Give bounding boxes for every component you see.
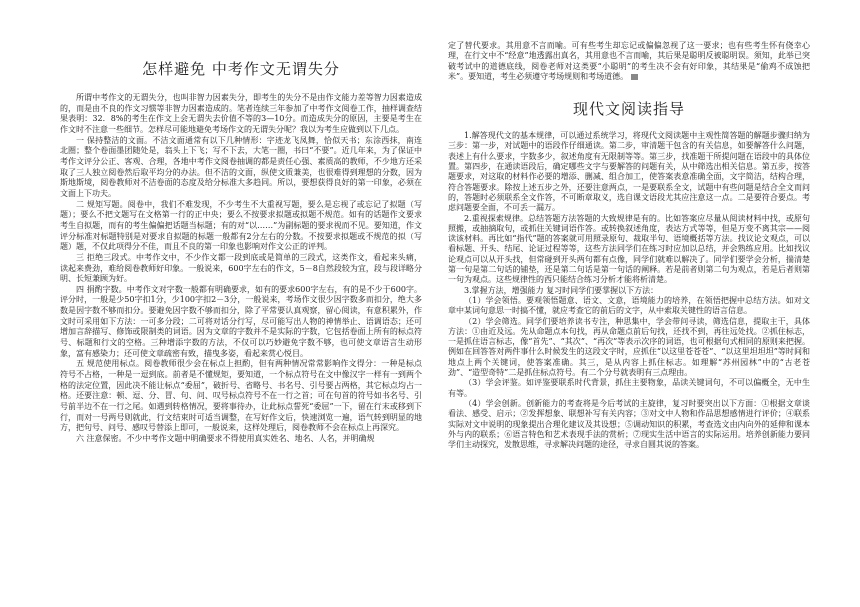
left-column xyxy=(60,0,422,445)
section-title: 现代文阅读指导 xyxy=(572,100,685,119)
paragraph: 五 规范使用标点。阅卷教师很少会在标点上担酌，但有两种情况常常影响作文得分：一种是标点符号不占格，一种是一逗到底。前者是不懂规矩，要知道，一个标点符号在文中像汉字一样有一到两个格的法定位置，因此决不能让标点“委屈”，破折号、省略号、书名号、引号要占两格，其它标点均占一格。还要注意：顿、逗、分、冒、句、问、叹号标点符号不在一行之首；可在句首的符号如书名号、引号前半边不在一行之尾。如遇到转格情况，要将事待办，让此标点誓死“委屈”一下，留在行末或移到下行，而对一号两号则就此，行文结束时可适当调整，在写好作文后，快速浏览一遍，语气转到明显的地方，把句号、问号、感叹号替添上即可，一般说来，这样处理后，阅卷教师不会在标点上再深究。 xyxy=(60,359,422,433)
article-title: 怎样避免 中考作文无谓失分 xyxy=(142,60,340,78)
paragraph: （2）学会筛选。同学们要培养读书专注，种思集中，学会带问寻读，筛选信息，提取主干，具体方法：①由近及远。先从命题点本句找，再从命题点前后句找，还找不到，再往远处找。②抓住标志，一是抓住语言标志，像“首先”、“其次”、“再次”等表示次序的词语，也可根据句式相同的原则来把握。例如在回答答对两件事什么时候发生的这段文字时，应抓住“以这里苍苍苍”、“以这里坦坦坦”等时间和地点上两个关键词，使答案准确。其三，是从内容上抓住标志。如理解“苏州园林”中的“古老苍劲”、“造型奇特”二是抓住标点符号。有二个分号就表明有三点理由。 xyxy=(448,316,810,378)
paragraph: 三 拒绝三段式。中考作文中，不少作文都一段到底或是简单的三段式，这类作文，看起来头痛，读起来费劲，难给阅卷教师好印象。一般说来，600字左右的作文，5－8自然段较为宜，段与段详略分明、长短兼顾为好。 xyxy=(60,252,422,284)
paragraph: （4）学会创新。创新能力的考查将是今后考试的主旋律，复习时要突出以下方面：①根据文章谈看法、感受、启示；②发挥想象、联想补写有关内容；③对文中人物和作品思想感情进行评价；④联系实际对文中说明的现象提出合理化建议及其设想；⑤调动知识的积累，考查选文由内向外的延伸和课本外与内的联系；⑥语言特色和艺术表现手法的赏析；⑦现实生活中语言的实际运用。培养创新能力要同学们主动探究，发散思维，寻求解决问题的途径，寻求自圆其说的答案。 xyxy=(448,398,810,450)
paragraph: 2.重视探索规律。总结答题方法答题的大致规律是有的。比如答案应尽量从阅读材料中找，或原句照搬，或抽摘取句，或抓住关键词语作答。或转换叙述角度，表达方式等等，但是万变不离其宗——阅读该材料。再比如“指代”题的答案就可用照录原句、裁取半句、语境概括等方法。找议论文观点，可以看标题、开头、结尾、论证过程等等，这些方法同学们在练习时应加以总结，并会熟练应用。比如找议论观点可以从开头找，但常碰到开头两句都有点像，同学们就难以解决了。同学们要学会分析，揣清楚第一句是第二句话的铺垫，还是第二句话是第一句话的阐释。若是前者则第二句为观点，若是后者则第一句为观点。这些规律性的西只能结合练习分析才能将析清楚。 xyxy=(448,213,810,285)
right-column xyxy=(448,0,810,450)
paragraph: （3）学会评鉴。如评鉴要联系时代背景，抓住主要物象，品读关键词句，不可以偏概全，无中生有等。 xyxy=(448,378,810,398)
paragraph: 一 保持整洁的文面。不洁文面通常有以下几种情形：字迹龙飞凤舞，恰似天书；东涂西抹，南连北圈；整个卷面墨团随处是，翁头上下飞；写不下去，大笔一圈，书曰“不要”。近几年来，为了保证中考作文评分公正、客观、合理，各地中考作文阅卷抽调的都是责任心强、素质高的教师，不少地方还采取了三人独立阅卷然后取平均分的办法。但不洁的文面，纵使文质兼美，也很难得到理想的分数，因为斯地斯境，阅卷教师对不洁卷面的态度及给分标准大多趋同。所以，要想获得良好的第一印象，必须在文面上下功夫。 xyxy=(60,135,422,198)
continuation-paragraph xyxy=(448,41,810,82)
paragraph: 六 注意保密。不少中考作文题中明确要求不得使用真实姓名、地名、人名，并明确规 xyxy=(76,434,375,443)
paragraph: 二 规矩写题。阅卷中，我们不难发现，不少考生不大重视写题，要么是忘视了或忘记了拟题（写题）；要么不把文题写在文格第一行的正中央；要么不按要求拟题或拟题不规范。如有的话题作文要求考生自拟题，而有的考生偏偏把话题当标题；有的对“以……”为副标题的要求视而不见。要知道，作文评分标准对标题特别是对要求自拟题的标题一般都有2分左右的分数。不按要求拟题或不规范的拟（写题）题，不仅此项得分不佳，而且不良的第一印象也影响对作文公正的评判。 xyxy=(60,199,422,252)
paragraph: 四 捐酌字数。中考作文对字数一般都有明确要求，如有的要求600字左右，有的是不少于600字。评分时，一般是少50字扣1分，少100字扣2－3分，一般说来，考场作文很少因字数多而扣分，绝大多数是因字数不够而扣分。要避免因字数不够而扣分，除了平常要认真观察，留心阅读，有意积累外，作文时可采用如下方法：一可多分段；二可将对话分行写，尽可能写出人物的神情举止、语调语态；还可增加言辞描写、修饰或限制类的词语。因为文章的字数并不是实际的字数，它包括卷面上所有的标点符号、标题和行文的空格。三种增添字数的方法，不仅可以巧妙避免字数不够，也可使文章语言生动形象，富有感染力；还可使文章疏密有致，描曳多姿，看起来赏心悦目。 xyxy=(60,284,422,358)
end-mark-icon xyxy=(631,74,638,80)
paragraph: 1.解答现代文的基本规律，可以通过系统学习，将现代文阅读题中主观性简答题的解题步骤归纳为三步：第一步，对试题中的语段作仔细通读。第二步，审清题干包含的有关信息，如要解答什么问题，表述上有什么要求，字数多少，叙述角度有无限制等等。第三步，找准题干所提问题在语段中的具体位置。第四步，在通读语段后，确定哪些文字与要解答的问题有关，从中筛选出相关信息。第五步，按答题要求，对这取的材料作必要的增添、删减、组合加工，使答案表意准确全面，文字简洁，结构合理，符合答题要求。除按上述五步之外，还要注意两点，一是要联系全文，试题中有些问题是结合全文而问的，答题时必须联系全文作答，不可断章取义，选自课文语段尤其应注意这一点。二是要符合要点。考虑问题要全面，不可丢一漏万。 xyxy=(448,131,810,213)
paragraph: 所谓中考作文的无谓失分，也叫非智力因素失分，即考生的失分不是由作文能力差等智力因素造成的，而是由不良的作文习惯等非智力因素造成的。笔者连续三年参加了中考作文阅卷工作，抽样调查结果表明：32．8%的考生在作文上会无谓失去价值不等的3—10分。而造成失分的原因，主要是考生在作文时不注意一些细节。怎样尽可能地避免考场作文的无谓失分呢？我以为考生应做到以下几点。 xyxy=(60,93,422,134)
paragraph: （1）学会领悟。要观领悟题意、语文、文意，语境能力的培养，在领悟把握中总结方法。如对文章中某词句意思一时搞不懂，就应考查它的前后的文字，从中索取关键性的语言信息。 xyxy=(448,295,810,316)
continuation-text: 定了替代要求。其用意不言而喻。可有些考生却忘记或偏偏忽视了这一要求；也有些考生怀有侥幸心理，在行文中不“经意”地透露出真名，其用意也不言而喻，其后果是聪明反被聪明误。须知，此举已突破考试中的道德底线，阅卷老师对这类要“小聪明”的考生决不会有好印象，其结果是“偷鸡不成蚀把米”。要知道，考生必须遵守考场规则和考场道德。 xyxy=(448,41,810,81)
paragraph: 3.掌握方法，增强能力 复习时同学们要掌握以下方法： xyxy=(464,285,659,295)
